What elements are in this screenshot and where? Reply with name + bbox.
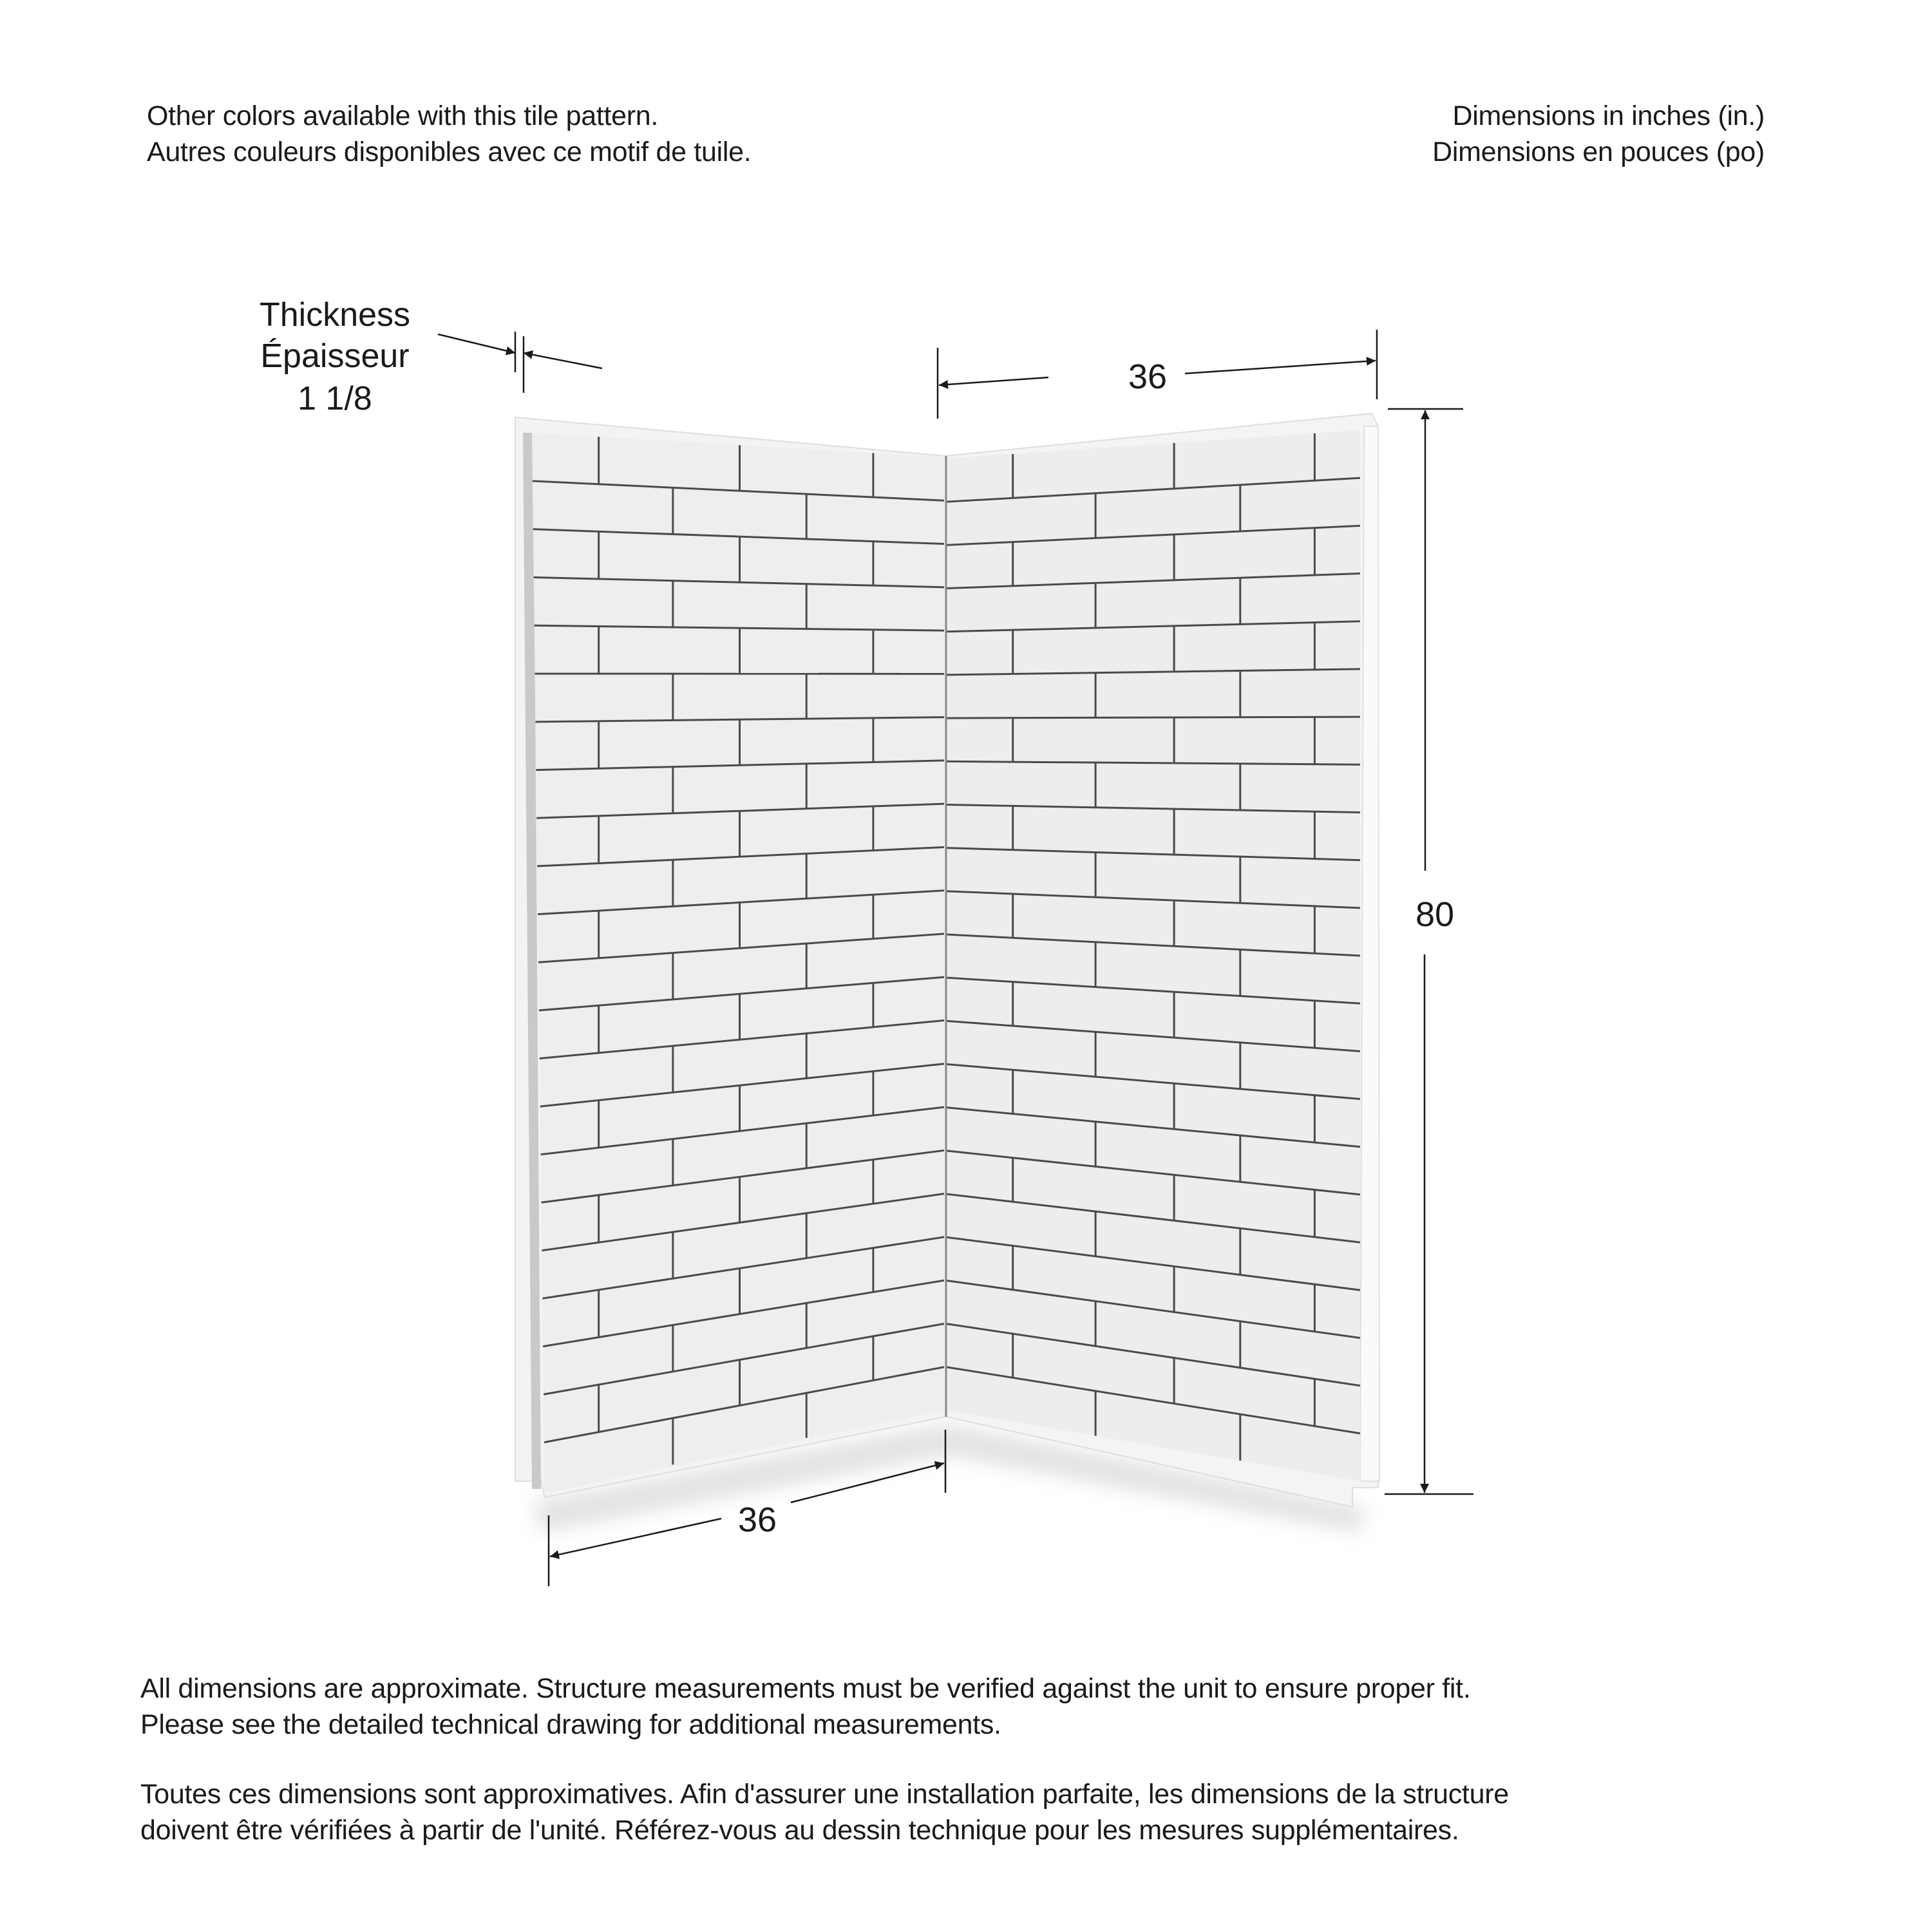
right-panel-tile-face bbox=[947, 430, 1360, 1481]
availability-note-en: Other colors available with this tile pattern. bbox=[147, 100, 659, 131]
grout-line-horizontal bbox=[947, 717, 1360, 718]
thickness-value: 1 1/8 bbox=[298, 380, 372, 417]
disclaimer-en bbox=[140, 1671, 1470, 1743]
right-panel-edge bbox=[1360, 426, 1379, 1481]
right-wall-panel bbox=[945, 413, 1379, 1507]
thickness-label-fr: Épaisseur bbox=[260, 337, 410, 375]
height-dimension bbox=[1385, 409, 1473, 1494]
top-width-value: 36 bbox=[1128, 357, 1168, 396]
disclaimer-fr-line1: Toutes ces dimensions sont approximatives. Afin d'assurer une installation parfaite, les dimensions de la structure bbox=[140, 1779, 1509, 1810]
disclaimer-fr bbox=[140, 1776, 1509, 1848]
height-value: 80 bbox=[1415, 895, 1455, 934]
units-note-fr: Dimensions en pouces (po) bbox=[1432, 137, 1765, 167]
left-wall-panel bbox=[515, 417, 947, 1497]
disclaimer-en-line1: All dimensions are approximate. Structure measurements must be verified against the unit to ensure proper fit. bbox=[140, 1673, 1471, 1704]
top-width-dimension bbox=[938, 330, 1377, 419]
disclaimer-fr-line2: doivent être vérifiées à partir de l'unité. Référez-vous au dessin technique pour les mesures supplémentaires. bbox=[140, 1815, 1459, 1846]
units-note-en: Dimensions in inches (in.) bbox=[1452, 100, 1765, 131]
bottom-width-value: 36 bbox=[737, 1501, 777, 1539]
thickness-dimension bbox=[260, 296, 602, 417]
disclaimer-en-line2: Please see the detailed technical drawing for additional measurements. bbox=[140, 1709, 1001, 1740]
thickness-label-en: Thickness bbox=[259, 296, 411, 334]
availability-note-fr: Autres couleurs disponibles avec ce motif de tuile. bbox=[147, 137, 752, 167]
